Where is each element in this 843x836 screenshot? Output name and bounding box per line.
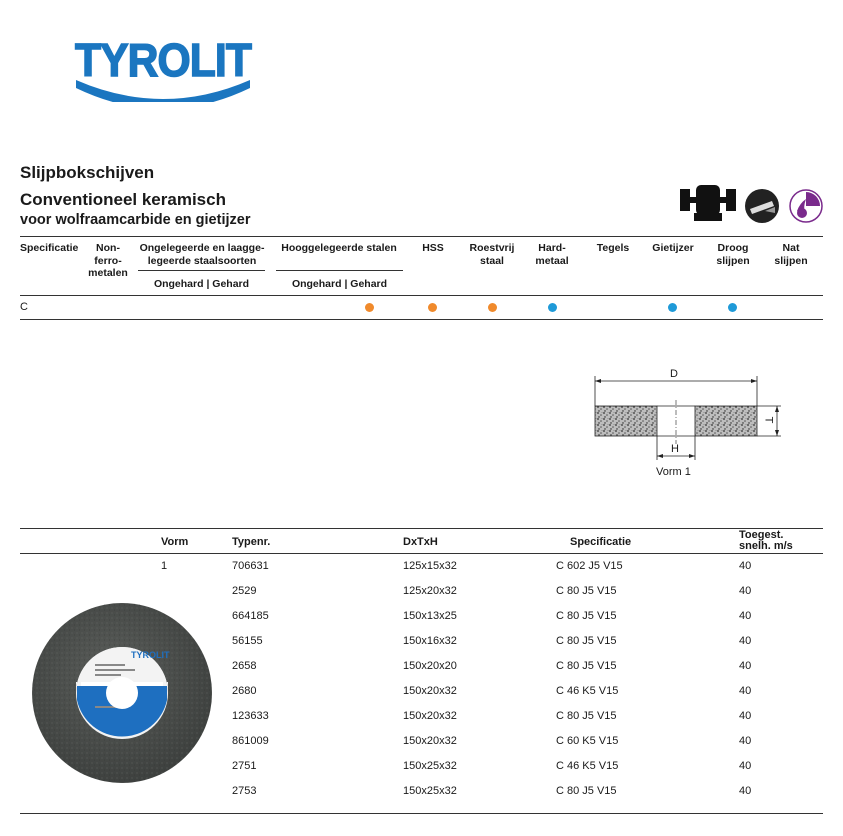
cell-dxtxh: 150x16x32 [403,635,457,647]
col-hooggelegeerd-sub: Ongehard | Gehard [291,278,388,290]
dim-label-h: H [671,443,679,455]
table-row [0,585,843,599]
cell-vorm: 1 [161,560,168,572]
cell-speed: 40 [739,560,752,572]
cell-typenr: 861009 [232,735,269,747]
cell-dxtxh: 150x13x25 [403,610,457,622]
product-table-top-rule [20,528,823,529]
col-vorm: Vorm [161,536,189,548]
cell-spec: C 80 J5 V15 [556,660,617,672]
grinding-wheel-image [31,602,213,784]
wet-grinding-icon [789,189,823,223]
wheel-label-brand: TYROLIT [131,650,170,660]
cell-dxtxh: 150x20x20 [403,660,457,672]
cell-typenr: 56155 [232,635,263,647]
cell-spec: C 46 K5 V15 [556,760,619,772]
col-roestvrij: Roestvrij staal [469,242,515,267]
cell-speed: 40 [739,710,752,722]
mark-hss [428,303,437,312]
logo-text: TYROLIT [75,34,252,86]
col-typenr: Typenr. [232,536,271,548]
cell-speed: 40 [739,760,752,772]
cell-dxtxh: 125x20x32 [403,585,457,597]
cell-spec: C 80 J5 V15 [556,585,617,597]
spec-header-rule [20,295,823,296]
cell-dxtxh: 150x20x32 [403,685,457,697]
col-specificatie: Specificatie [20,242,79,254]
cell-typenr: 2751 [232,760,257,772]
cell-spec: C 80 J5 V15 [556,785,617,797]
cell-speed: 40 [739,610,752,622]
cell-spec: C 80 J5 V15 [556,710,617,722]
col-hss: HSS [422,242,444,254]
mark-droog-slijpen [728,303,737,312]
spec-table-top-rule [20,236,823,237]
col-droog-slijpen: Droog slijpen [716,242,750,267]
cell-speed: 40 [739,660,752,672]
col-toegest-snelheid: Toegest. snelh. m/s [739,529,793,552]
tyrolit-logo [68,30,258,102]
mark-gietijzer [668,303,677,312]
table-row [0,785,843,799]
page-title: Slijpbokschijven [20,163,155,182]
wheel-shape-diagram [585,364,785,482]
cell-dxtxh: 125x15x32 [403,560,457,572]
cell-typenr: 2680 [232,685,257,697]
col-tegels: Tegels [596,242,630,254]
cell-typenr: 2529 [232,585,257,597]
hooggelegeerd-rule [276,270,403,271]
table-row [0,560,843,574]
cell-speed: 40 [739,585,752,597]
spec-table-bottom-rule [20,319,823,320]
col-specificatie-product: Specificatie [570,536,632,548]
col-dxtxh: DxTxH [403,536,438,548]
col-hooggelegeerd: Hooggelegeerde stalen [281,242,397,254]
cell-typenr: 123633 [232,710,269,722]
cell-dxtxh: 150x20x32 [403,710,457,722]
cell-dxtxh: 150x25x32 [403,785,457,797]
cell-speed: 40 [739,635,752,647]
product-table-bottom-rule [20,813,823,814]
grinding-tool-icon [745,189,779,223]
col-hardmetaal: Hard- metaal [535,242,569,267]
cell-spec: C 602 J5 V15 [556,560,623,572]
mark-roestvrij [488,303,497,312]
mark-hardmetaal [548,303,557,312]
dim-label-d: D [670,368,678,380]
product-header-rule [20,553,823,554]
col-non-ferro: Non- ferro- metalen [88,242,128,279]
cell-typenr: 2753 [232,785,257,797]
col-ongelegeerd-sub: Ongehard | Gehard [153,278,250,290]
page-subtitle: Conventioneel keramisch [20,190,226,209]
page-description: voor wolfraamcarbide en gietijzer [20,212,251,228]
cell-speed: 40 [739,785,752,797]
spec-row-label: C [20,301,28,313]
cell-typenr: 706631 [232,560,269,572]
diagram-caption: Vorm 1 [656,466,691,478]
col-gietijzer: Gietijzer [652,242,694,254]
cell-speed: 40 [739,685,752,697]
cell-typenr: 2658 [232,660,257,672]
cell-dxtxh: 150x25x32 [403,760,457,772]
dim-label-t: T [762,416,775,424]
cell-typenr: 664185 [232,610,269,622]
cell-spec: C 80 J5 V15 [556,610,617,622]
cell-spec: C 46 K5 V15 [556,685,619,697]
cell-dxtxh: 150x20x32 [403,735,457,747]
cell-spec: C 60 K5 V15 [556,735,619,747]
mark-hooggelegeerd-gehard [365,303,374,312]
cell-speed: 40 [739,735,752,747]
bench-grinder-icon [680,183,736,223]
col-nat-slijpen: Nat slijpen [774,242,808,267]
col-ongelegeerd: Ongelegeerde en laagge- legeerde staalsoorten [139,242,265,267]
cell-spec: C 80 J5 V15 [556,635,617,647]
ongelegeerd-rule [138,270,265,271]
